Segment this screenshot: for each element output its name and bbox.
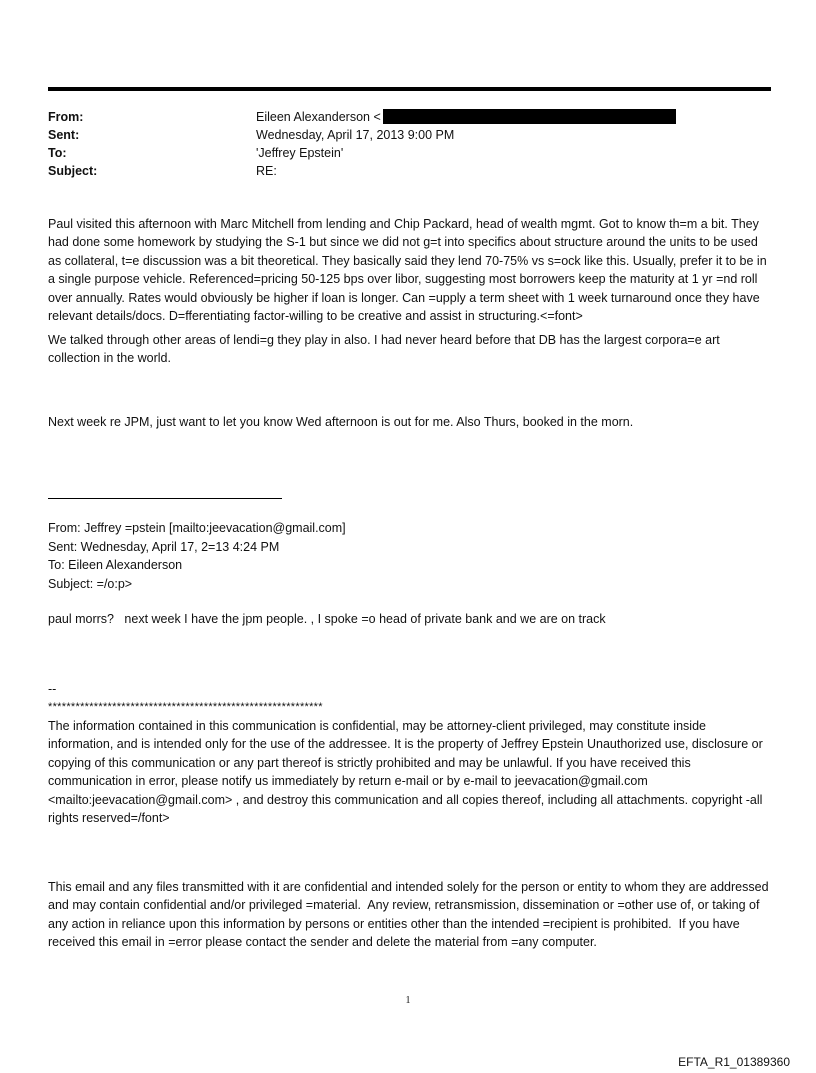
- disclaimer-paragraph: The information contained in this communication is confidential, may be attorney-client privileged, may constitute inside information, and is intended only for the use of the addressee. It is the property of Jeffrey Epstein Unauthorized use, disclosure or copying of this communication or any part thereof is strictly prohibited and may be unlawful. If you have received this communication in error, please notify us immediately by return e-mail or by e-mail to jeevacation@gmail.com <mailto:jeevacation@gmail.com> , and destroy this communication and all copies thereof, including all attachments. copyright -all rights reserved=/font>: [48, 719, 767, 826]
- subject-row: [48, 162, 771, 180]
- header-rule: [48, 87, 771, 91]
- subject-label: Subject:: [48, 164, 98, 178]
- signature-stars: ************************************************************: [48, 701, 323, 713]
- from-name: Eileen Alexanderson <: [256, 110, 381, 124]
- from-label: From:: [48, 110, 84, 124]
- body-paragraph-2: We talked through other areas of lendi=g they play in also. I had never heard before that DB has the largest corpora=e art collection in the world.: [48, 333, 724, 366]
- bates-number: EFTA_R1_01389360: [678, 1055, 790, 1069]
- to-label: To:: [48, 146, 67, 160]
- forwarded-sent: Sent: Wednesday, April 17, 2=13 4:24 PM: [48, 539, 280, 554]
- quote-separator: [48, 498, 282, 499]
- forwarded-from: From: Jeffrey =pstein [mailto:jeevacation@gmail.com]: [48, 521, 346, 535]
- from-row: [48, 108, 771, 126]
- forwarded-header: [48, 519, 346, 593]
- redaction-box: [383, 109, 676, 124]
- page-number: 1: [405, 995, 411, 1006]
- email-header: [48, 108, 771, 180]
- sent-row: [48, 126, 771, 144]
- body-paragraph-1: Paul visited this afternoon with Marc Mitchell from lending and Chip Packard, head of wealth mgmt. Got to know th=m a bit. They had done some homework by studying the S-1 but since we did not g=t into specifics about structure around the units to be used as collateral, t=e discussion was a bit theoretical. They basically said they lend 70-75% vs s=ock like this. Usually, prefer it to be in a single purpose vehicle. Referenced=pricing 50-125 bps over libor, suggesting most borrowers keep the maturity at 1 yr =nd roll over annually. Rates would obviously be higher if loan is longer. Can =upply a term sheet with 1 week turnaround once they have relevant details/docs. D=fferentiating factor-willing to be creative and assist in structuring.<=font>: [48, 217, 771, 324]
- confidentiality-paragraph: This email and any files transmitted with it are confidential and intended solely for the person or entity to whom they are addressed and may contain confidential and/or privileged =material. Any review, retransmission, dissemination or =other use of, or taking of any action in reliance upon this information by persons or entities other than the intended =recipient is prohibited. If you have received this email in =error please contact the sender and delete the material from =any computer.: [48, 880, 773, 950]
- to-row: [48, 144, 771, 162]
- forwarded-to: To: Eileen Alexanderson: [48, 558, 183, 573]
- body-paragraph-3: Next week re JPM, just want to let you know Wed afternoon is out for me. Also Thurs, booked in the morn.: [48, 415, 634, 429]
- subject-value: RE:: [256, 164, 277, 178]
- to-value: 'Jeffrey Epstein': [256, 146, 344, 160]
- sent-label: Sent:: [48, 128, 80, 142]
- sent-value: Wednesday, April 17, 2013 9:00 PM: [256, 128, 455, 142]
- signature-dashes: --: [48, 682, 57, 696]
- forwarded-message: paul morrs? next week I have the jpm people. , I spoke =o head of private bank and we are on track: [48, 612, 606, 626]
- from-value: [256, 108, 771, 126]
- forwarded-subject: Subject: =/o:p>: [48, 576, 133, 591]
